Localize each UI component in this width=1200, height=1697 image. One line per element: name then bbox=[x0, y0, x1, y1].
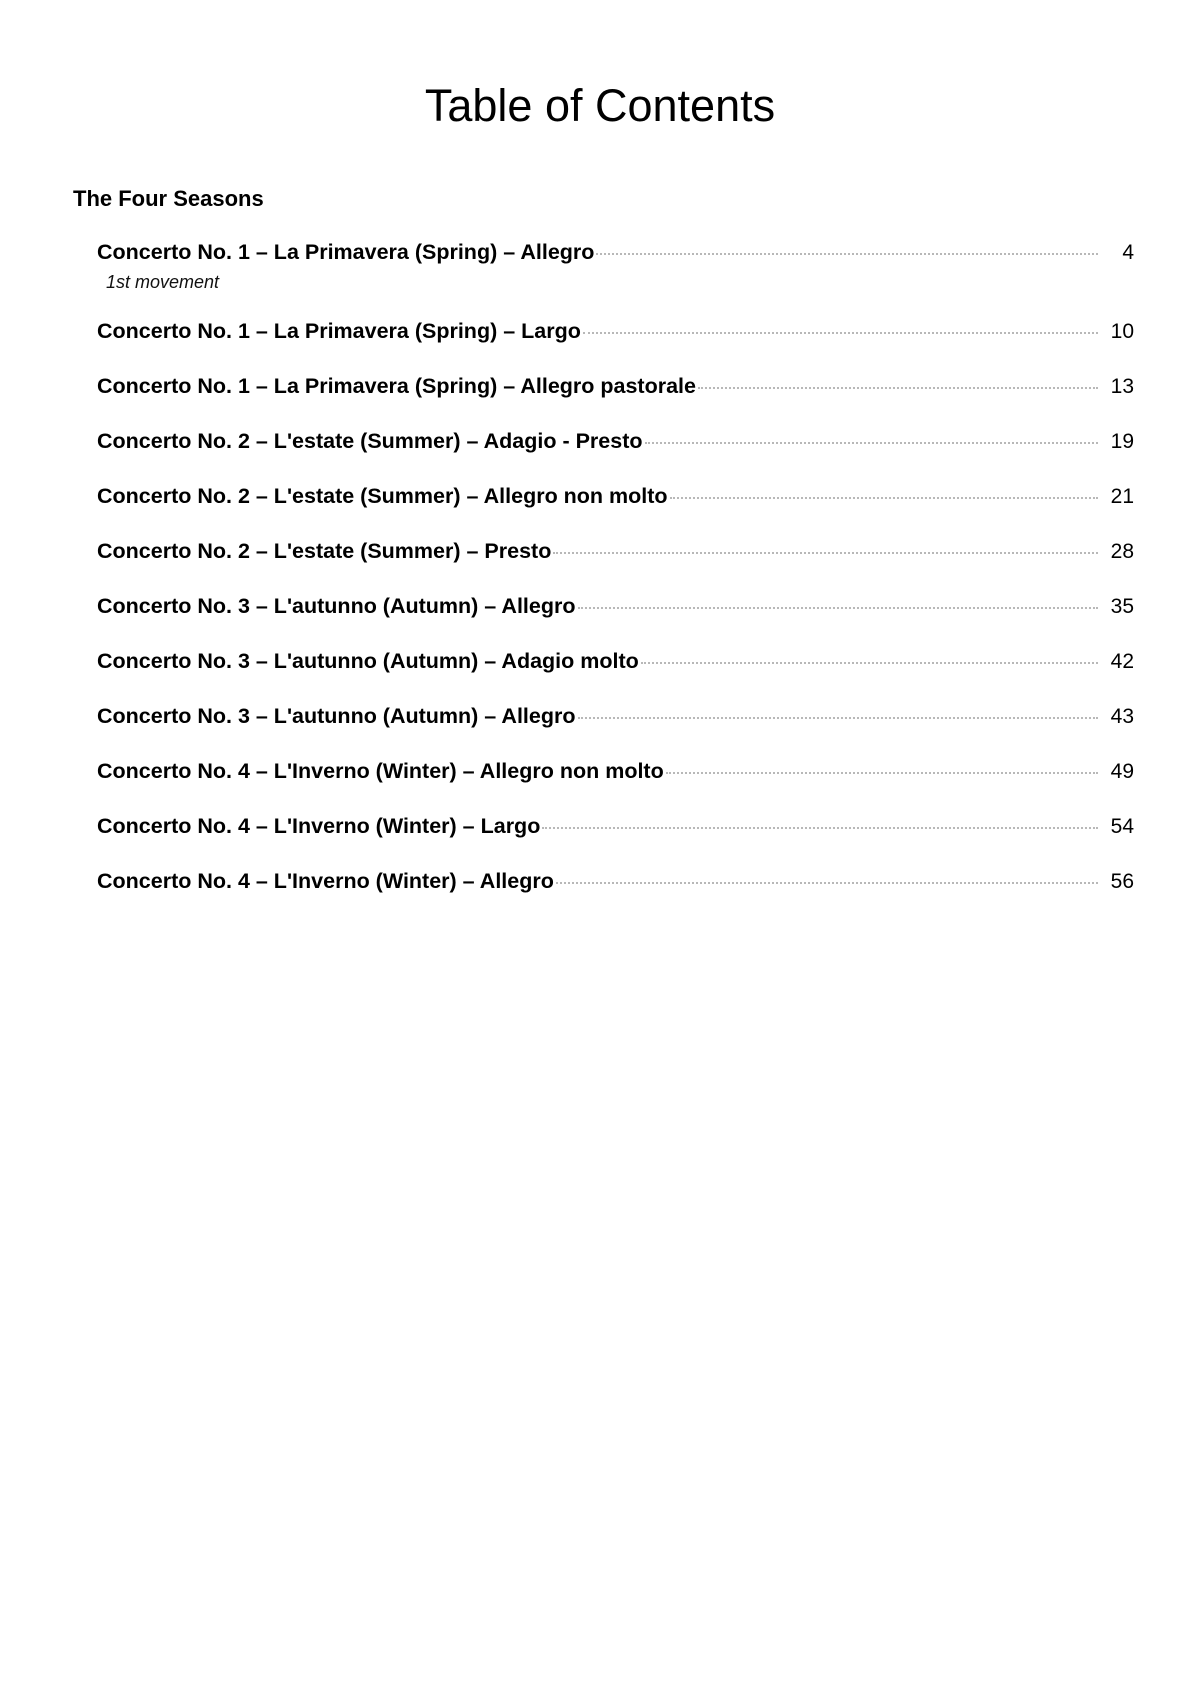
toc-entry-title: Concerto No. 3 – L'autunno (Autumn) – Adagio molto bbox=[97, 649, 639, 673]
toc-entry-link[interactable] bbox=[97, 647, 1134, 675]
toc-entry-row bbox=[97, 317, 1134, 345]
toc-entry-title: Concerto No. 4 – L'Inverno (Winter) – Allegro non molto bbox=[97, 759, 664, 783]
toc-page-number: 54 bbox=[1110, 815, 1134, 838]
toc-entry-row bbox=[97, 647, 1134, 675]
toc-page-number: 43 bbox=[1110, 705, 1134, 728]
toc-page-number: 10 bbox=[1110, 320, 1134, 343]
toc-list bbox=[97, 238, 1134, 895]
toc-entry-subtitle: 1st movement bbox=[106, 272, 220, 292]
page-title: Table of Contents bbox=[424, 80, 776, 131]
toc-item bbox=[97, 372, 1134, 400]
toc-entry-link[interactable] bbox=[97, 317, 1134, 345]
toc-entry-row bbox=[97, 592, 1134, 620]
toc-entry-row bbox=[97, 757, 1134, 785]
dot-leader bbox=[578, 717, 1098, 719]
dot-leader bbox=[645, 442, 1098, 444]
toc-entry-title: Concerto No. 1 – La Primavera (Spring) – Allegro pastorale bbox=[97, 374, 696, 398]
toc-page-number: 56 bbox=[1110, 870, 1134, 893]
toc-entry-row bbox=[97, 372, 1134, 400]
dot-leader bbox=[641, 662, 1098, 664]
toc-page-number: 13 bbox=[1110, 375, 1134, 398]
toc-page-number: 21 bbox=[1110, 485, 1134, 508]
toc-entry-row bbox=[97, 238, 1134, 266]
dot-leader bbox=[578, 607, 1098, 609]
toc-item bbox=[97, 812, 1134, 840]
toc-item bbox=[97, 702, 1134, 730]
toc-entry-row bbox=[97, 537, 1134, 565]
toc-item bbox=[97, 427, 1134, 455]
dot-leader bbox=[670, 497, 1098, 499]
toc-entry-link[interactable] bbox=[97, 702, 1134, 730]
toc-entry-link[interactable] bbox=[97, 757, 1134, 785]
toc-entry-title: Concerto No. 4 – L'Inverno (Winter) – Allegro bbox=[97, 869, 554, 893]
toc-page-number: 4 bbox=[1122, 241, 1134, 264]
section-heading: The Four Seasons bbox=[73, 186, 264, 211]
toc-item bbox=[97, 867, 1134, 895]
toc-item bbox=[97, 238, 1134, 294]
toc-entry-link[interactable] bbox=[97, 537, 1134, 565]
dot-leader bbox=[698, 387, 1098, 389]
dot-leader bbox=[583, 332, 1098, 334]
toc-entry-row bbox=[97, 702, 1134, 730]
toc-page-number: 42 bbox=[1110, 650, 1134, 673]
toc-entry-title: Concerto No. 2 – L'estate (Summer) – Adagio - Presto bbox=[97, 429, 643, 453]
toc-entry-title: Concerto No. 1 – La Primavera (Spring) – Largo bbox=[97, 319, 581, 343]
dot-leader bbox=[666, 772, 1098, 774]
toc-entry-link[interactable] bbox=[97, 427, 1134, 455]
toc-entry-title: Concerto No. 3 – L'autunno (Autumn) – Allegro bbox=[97, 704, 576, 728]
toc-entry-row bbox=[97, 482, 1134, 510]
toc-entry-link[interactable] bbox=[97, 238, 1134, 294]
toc-entry-link[interactable] bbox=[97, 592, 1134, 620]
dot-leader bbox=[542, 827, 1098, 829]
dot-leader bbox=[553, 552, 1098, 554]
toc-entry-title: Concerto No. 2 – L'estate (Summer) – Allegro non molto bbox=[97, 484, 668, 508]
dot-leader bbox=[596, 253, 1098, 255]
toc-item bbox=[97, 537, 1134, 565]
toc-entry-row bbox=[97, 812, 1134, 840]
toc-item bbox=[97, 482, 1134, 510]
toc-entry-link[interactable] bbox=[97, 372, 1134, 400]
toc-page-number: 35 bbox=[1110, 595, 1134, 618]
toc-entry-title: Concerto No. 3 – L'autunno (Autumn) – Allegro bbox=[97, 594, 576, 618]
toc-item bbox=[97, 647, 1134, 675]
toc-page-number: 49 bbox=[1110, 760, 1134, 783]
toc-entry-title: Concerto No. 4 – L'Inverno (Winter) – Largo bbox=[97, 814, 541, 838]
toc-entry-link[interactable] bbox=[97, 482, 1134, 510]
toc-page-number: 19 bbox=[1110, 430, 1134, 453]
toc-entry-title: Concerto No. 2 – L'estate (Summer) – Presto bbox=[97, 539, 552, 563]
toc-entry-row bbox=[97, 867, 1134, 895]
toc-entry-row bbox=[97, 427, 1134, 455]
toc-entry-link[interactable] bbox=[97, 812, 1134, 840]
toc-entry-link[interactable] bbox=[97, 867, 1134, 895]
toc-item bbox=[97, 592, 1134, 620]
toc-item bbox=[97, 317, 1134, 345]
toc-item bbox=[97, 757, 1134, 785]
toc-page-number: 28 bbox=[1110, 540, 1134, 563]
toc-entry-title: Concerto No. 1 – La Primavera (Spring) – Allegro bbox=[97, 240, 595, 264]
dot-leader bbox=[556, 882, 1098, 884]
